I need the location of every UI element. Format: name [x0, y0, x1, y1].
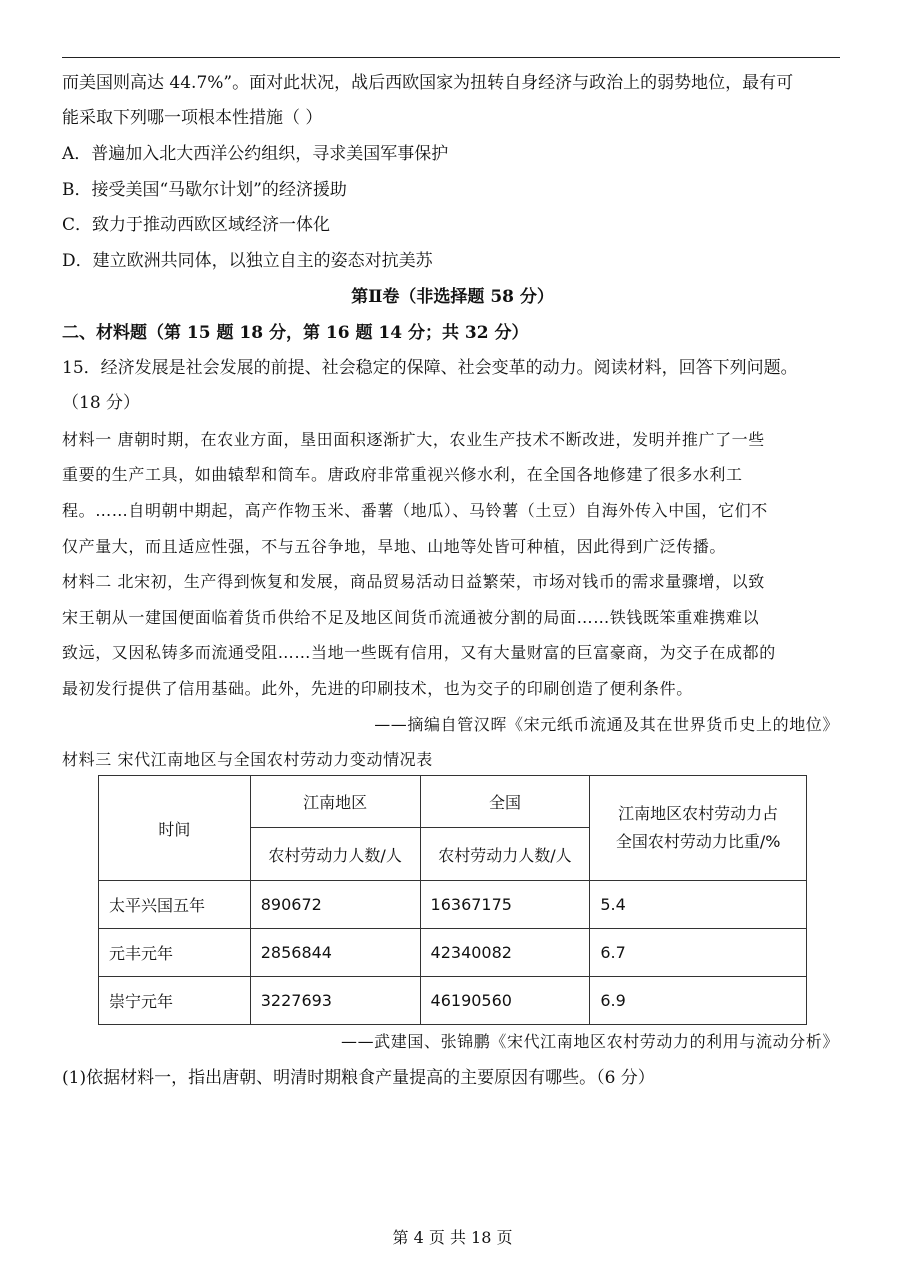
cell-jiangnan: 890672 [250, 881, 420, 929]
page-footer: 第 4 页 共 18 页 [392, 1228, 513, 1247]
material-2-line: 材料二 北宋初，生产得到恢复和发展，商品贸易活动日益繁荣，市场对钱币的需求量骤增，以致 [62, 572, 765, 591]
option-c: C．致力于推动西欧区域经济一体化 [62, 215, 331, 235]
cell-national: 16367175 [420, 881, 590, 929]
material-1-line: 材料一 唐朝时期，在农业方面，垦田面积逐渐扩大，农业生产技术不断改进，发明并推广了一些 [62, 430, 765, 449]
cell-jiangnan: 2856844 [250, 929, 420, 977]
header-time: 时间 [99, 776, 251, 881]
volume-title: 第Ⅱ卷（非选择题 58 分） [351, 287, 554, 307]
cell-ratio: 6.9 [590, 977, 807, 1025]
subheader-jiangnan-count: 农村劳动力人数/人 [250, 828, 420, 881]
material-2-line: 致远，又因私铸多而流通受阻……当地一些既有信用，又有大量财富的巨富豪商，为交子在成都的 [62, 643, 776, 662]
material-3-source: ——武建国、张锦鹏《宋代江南地区农村劳动力的利用与流动分析》 [340, 1032, 839, 1051]
material-2-line: 最初发行提供了信用基础。此外，先进的印刷技术，也为交子的印刷创造了便利条件。 [62, 679, 693, 698]
labor-table [98, 775, 807, 1025]
cell-ratio: 6.7 [590, 929, 807, 977]
cell-ratio: 5.4 [590, 881, 807, 929]
section-title: 二、材料题（第 15 题 18 分，第 16 题 14 分；共 32 分） [62, 323, 529, 343]
question-15-stem: 15．经济发展是社会发展的前提、社会稳定的保障、社会变革的动力。阅读材料，回答下列问题。 [62, 358, 798, 378]
material-2-line: 宋王朝从一建国便面临着货币供给不足及地区间货币流通被分割的局面……铁钱既笨重难携难以 [62, 608, 760, 627]
question-15-score: （18 分） [62, 393, 141, 413]
subheader-national-count: 农村劳动力人数/人 [420, 828, 590, 881]
material-3-title: 材料三 宋代江南地区与全国农村劳动力变动情况表 [62, 750, 433, 769]
table-row [99, 977, 807, 1025]
material-1-line: 程。……自明朝中期起，高产作物玉米、番薯（地瓜）、马铃薯（土豆）自海外传入中国，它们不 [62, 501, 768, 520]
header-ratio-line: 全国农村劳动力比重/% [615, 832, 781, 851]
option-a: A．普遍加入北大西洋公约组织，寻求美国军事保护 [62, 144, 449, 164]
header-jiangnan: 江南地区 [250, 776, 420, 828]
cell-national: 46190560 [420, 977, 590, 1025]
question-text-line: 能采取下列哪一项根本性措施（ ） [62, 108, 323, 128]
cell-time: 崇宁元年 [99, 977, 251, 1025]
header-national: 全国 [420, 776, 590, 828]
table-row [99, 881, 807, 929]
question-text-line: 而美国则高达 44.7%”。面对此状况，战后西欧国家为扭转自身经济与政治上的弱势地位，最有可 [62, 73, 794, 93]
cell-national: 42340082 [420, 929, 590, 977]
material-1-line: 重要的生产工具，如曲辕犁和筒车。唐政府非常重视兴修水利，在全国各地修建了很多水利工 [62, 465, 743, 484]
table-row [99, 929, 807, 977]
question-15-sub-1: (1)依据材料一，指出唐朝、明清时期粮食产量提高的主要原因有哪些。（6 分） [62, 1068, 655, 1088]
header-ratio [590, 776, 807, 881]
option-d: D．建立欧洲共同体，以独立自主的姿态对抗美苏 [62, 251, 433, 271]
header-ratio-line: 江南地区农村劳动力占 [618, 804, 779, 823]
header-rule [62, 57, 840, 58]
cell-time: 太平兴国五年 [99, 881, 251, 929]
material-2-source: ——摘编自管汉晖《宋元纸币流通及其在世界货币史上的地位》 [374, 715, 839, 734]
option-b: B．接受美国“马歇尔计划”的经济援助 [62, 180, 347, 200]
cell-time: 元丰元年 [99, 929, 251, 977]
cell-jiangnan: 3227693 [250, 977, 420, 1025]
material-1-line: 仅产量大，而且适应性强，不与五谷争地，旱地、山地等处皆可种植，因此得到广泛传播。 [62, 537, 727, 556]
